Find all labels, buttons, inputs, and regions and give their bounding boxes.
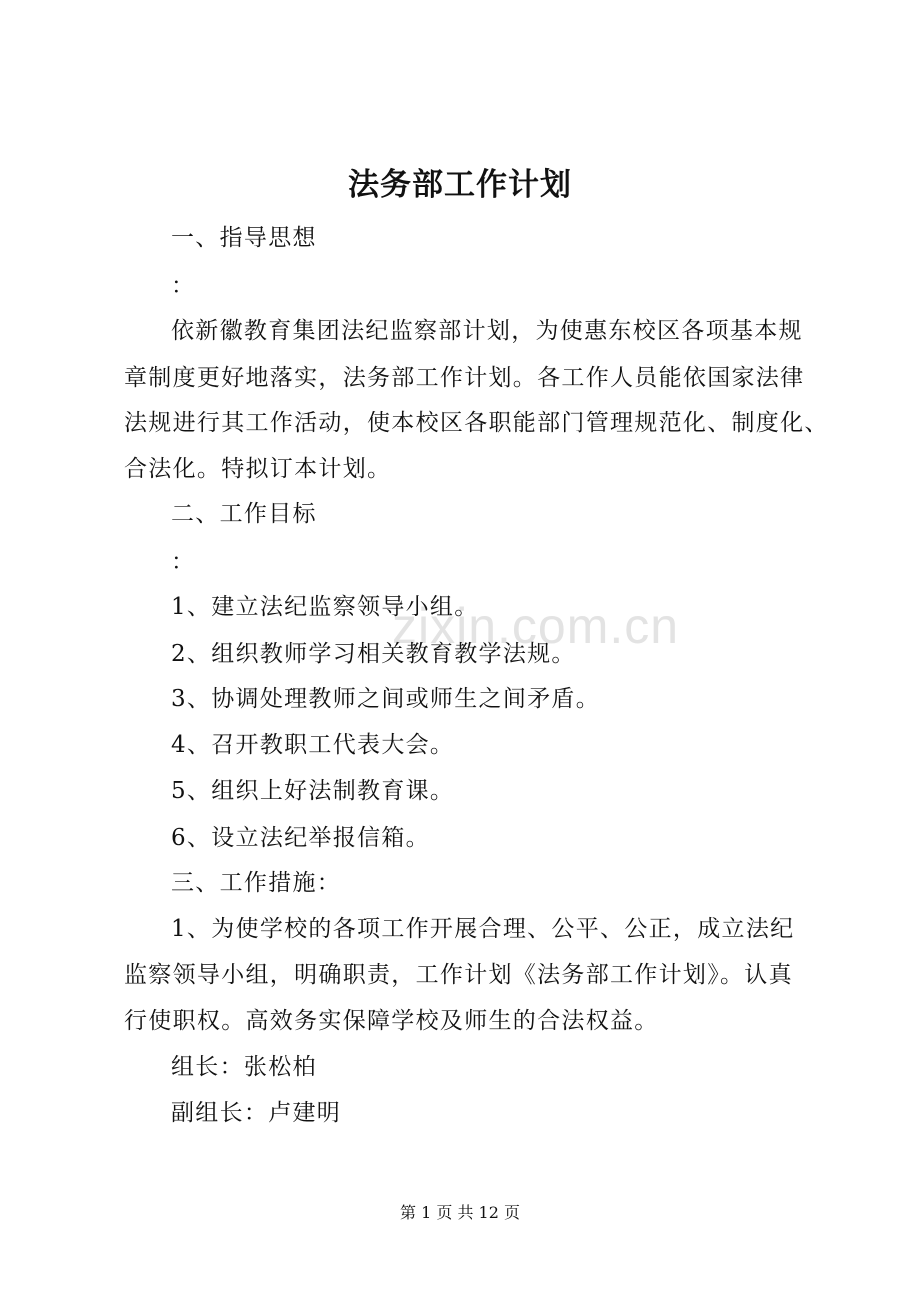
section2-heading: 二、工作目标 bbox=[171, 501, 317, 527]
section1-paragraph-line: 章制度更好地落实，法务部工作计划。各工作人员能依国家法律 bbox=[124, 365, 805, 391]
section1-paragraph-line: 法规进行其工作活动，使本校区各职能部门管理规范化、制度化、 bbox=[124, 410, 829, 436]
section3-paragraph-line: 行使职权。高效务实保障学校及师生的合法权益。 bbox=[124, 1008, 659, 1034]
watermark: zixin.com.cn bbox=[392, 598, 680, 654]
goal-item: 4、召开教职工代表大会。 bbox=[171, 732, 455, 758]
deputy-group-leader: 副组长：卢建明 bbox=[171, 1100, 342, 1126]
section1-heading: 一、指导思想 bbox=[171, 225, 317, 251]
section2-colon: ： bbox=[171, 549, 196, 575]
goal-item: 1、建立法纪监察领导小组。 bbox=[171, 594, 479, 620]
goal-item: 5、组织上好法制教育课。 bbox=[171, 778, 455, 804]
section1-colon: ： bbox=[171, 273, 196, 299]
goal-item: 6、设立法纪举报信箱。 bbox=[171, 825, 430, 851]
goal-item: 2、组织教师学习相关教育教学法规。 bbox=[171, 641, 576, 667]
group-leader: 组长：张松柏 bbox=[171, 1054, 317, 1080]
section1-paragraph-line: 依新徽教育集团法纪监察部计划，为使惠东校区各项基本规 bbox=[171, 318, 803, 344]
page-number-footer: 第 1 页 共 12 页 bbox=[400, 1203, 520, 1222]
document-title: 法务部工作计划 bbox=[348, 167, 572, 203]
goal-item: 3、协调处理教师之间或师生之间矛盾。 bbox=[171, 686, 601, 712]
section1-paragraph-line: 合法化。特拟订本计划。 bbox=[124, 456, 392, 482]
section3-paragraph-line: 1、为使学校的各项工作开展合理、公平、公正，成立法纪 bbox=[171, 916, 795, 942]
section3-heading: 三、工作措施： bbox=[171, 870, 342, 896]
section3-paragraph-line: 监察领导小组，明确职责，工作计划《法务部工作计划》。认真 bbox=[124, 962, 793, 988]
